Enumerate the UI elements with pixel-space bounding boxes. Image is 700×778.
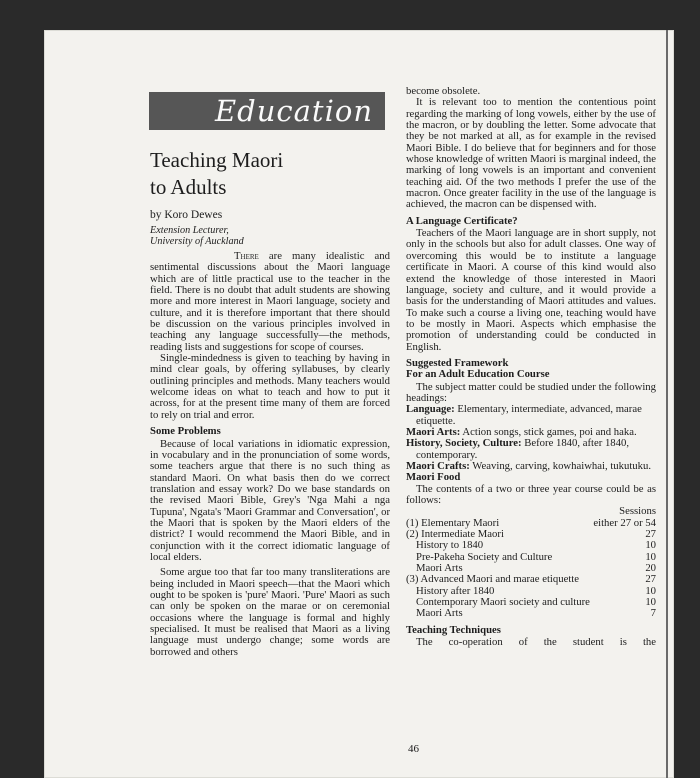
heading-some-problems: Some Problems	[150, 425, 221, 438]
heading-language-certificate: A Language Certificate?	[406, 214, 518, 227]
title-line-1: Teaching Maori	[150, 148, 284, 172]
course-sessions: 27	[645, 528, 656, 541]
course-sessions: 27	[645, 573, 656, 586]
course-sessions: 10	[645, 596, 656, 609]
course-heading-label: Maori Crafts:	[406, 460, 470, 472]
page-number: 46	[408, 743, 419, 755]
course-heading-text: Elementary, intermediate, advanced, marae etiquette.	[416, 403, 642, 427]
affiliation-line-1: Extension Lecturer,	[150, 225, 229, 236]
paragraph: The contents of a two or three year course could be as follows:	[406, 482, 656, 507]
course-heading-text: Weaving, carving, kowhaiwhai, tukutuku.	[469, 460, 651, 472]
heading-adult-course: For an Adult Education Course	[406, 368, 550, 381]
paragraph: Teachers of the Maori language are in short supply, not only in the schools but also for adult classes. One way of overcoming this would be to institute a language certificate in Maori. A course of this kind would also extend the knowledge of those interested in Maori language, society and culture, and it would provide a basis for the understanding of Maori attitudes and values. To make such a course a living one, teaching would have to be mostly in Maori. Aspects which emphasise the promotion of understanding could be conducted in English.	[406, 227, 656, 353]
course-item: Maori Arts	[416, 562, 463, 575]
course-item: (1) Elementary Maori	[406, 516, 500, 529]
paragraph: Some argue too that far too many transliterations are being included in Maori speech—that the Maori which ought to be spoken is 'pure' Maori. 'Pure' Maori as such can only be spoken on the marae or on ceremonial occasions where the language is formal and highly specialised. It must be realised that Maori as a living language must undergo change; some words are borrowed and others	[150, 566, 390, 658]
course-heading-label: Maori Food	[406, 471, 461, 484]
course-item: History after 1840	[416, 584, 495, 597]
title-line-2: to Adults	[150, 175, 227, 199]
left-column	[150, 251, 390, 658]
lead-word: There	[234, 250, 259, 262]
magazine-page	[44, 30, 674, 778]
article-title	[150, 147, 390, 201]
sessions-header: Sessions	[619, 505, 656, 518]
course-heading-label: Language:	[406, 403, 455, 416]
byline: by Koro Dewes	[150, 209, 223, 221]
heading-suggested-framework: Suggested Framework	[406, 356, 509, 369]
course-item: (3) Advanced Maori and marae etiquette	[406, 573, 580, 586]
course-heading-label: Maori Arts:	[406, 425, 461, 438]
paragraph: become obsolete.	[406, 85, 481, 97]
course-sessions: 10	[645, 550, 656, 563]
page-gutter	[666, 30, 668, 778]
intro-text: are many idealistic and sentimental discussions about the Maori language which are of little practical use to the teacher in the field. There is no doubt that adult students are showing more and more interest in Maori language, society and culture, and it is therefore important that there should be discussion on the various principles involved in teaching any language successfully—the methods, reading lists and suggestions for scope of courses.	[150, 250, 390, 353]
table-row	[406, 608, 656, 619]
paragraph: Single-mindedness is given to teaching by having in mind clear goals, by offering syllabuses, by clearly outlining principles and methods. Many teachers would welcome ideas on what to teach and how to put it across, for at the present time many of them are forced to rely on trial and error.	[150, 352, 390, 421]
course-item: Maori Arts	[416, 607, 463, 620]
paragraph: The subject matter could be studied under the following headings:	[406, 380, 656, 404]
course-heading-text: Action songs, stick games, poi and haka.	[460, 425, 637, 438]
course-sessions: either 27 or 54	[593, 516, 656, 529]
course-item: History to 1840	[416, 539, 484, 552]
course-headings	[406, 404, 656, 483]
paragraph: Because of local variations in idiomatic expression, in vocabulary and in the pronunciation of some words, some teachers argue that there is no such thing as standard Maori. On what basis then do we correct translation and essay work? Do we base standards on the revised Maori Bible, Grey's 'Nga Mahi a nga Tupuna', Ngata's 'Maori Grammar and Conversation', or the Maori that is spoken by the Maori elders of the district? I would recommend the Maori Bible, and in conjunction with it the correct idiomatic language of local elders.	[150, 437, 390, 563]
course-item: Pre-Pakeha Society and Culture	[416, 550, 553, 563]
heading-teaching-techniques: Teaching Techniques	[406, 623, 501, 636]
course-heading-text: Before 1840, after 1840, contemporary.	[416, 437, 630, 461]
course-heading-label: History, Society, Culture:	[406, 437, 522, 450]
section-banner: Education	[149, 92, 385, 130]
paragraph: It is relevant too to mention the contentious point regarding the marking of long vowels, either by the use of the macron, or by doubling the letter. Some advocate that they be not marked at all, as for example in the revised Maori Bible. I do believe that for beginners and for those whose knowledge of written Maori is marginal indeed, the marking of long vowels is an important and convenient teaching aid. Of the two methods I prefer the use of the macron. Once greater facility in the use of the language is achieved, the macron can be dispensed with.	[406, 96, 657, 211]
sessions-table	[406, 506, 656, 619]
course-sessions: 20	[645, 562, 656, 575]
course-heading-item	[406, 438, 656, 461]
course-sessions: 10	[645, 584, 656, 597]
course-item: Contemporary Maori society and culture	[416, 596, 590, 609]
right-column	[406, 86, 656, 649]
affiliation-line-2: University of Auckland	[150, 236, 244, 247]
course-sessions: 10	[645, 539, 656, 552]
paragraph: The co-operation of the student is the	[416, 636, 656, 649]
author-affiliation	[150, 225, 244, 247]
course-sessions: 7	[650, 607, 656, 620]
course-heading-item	[406, 404, 656, 427]
course-item: (2) Intermediate Maori	[406, 528, 504, 541]
paragraph-intro	[150, 251, 390, 353]
course-heading-item	[406, 472, 656, 483]
